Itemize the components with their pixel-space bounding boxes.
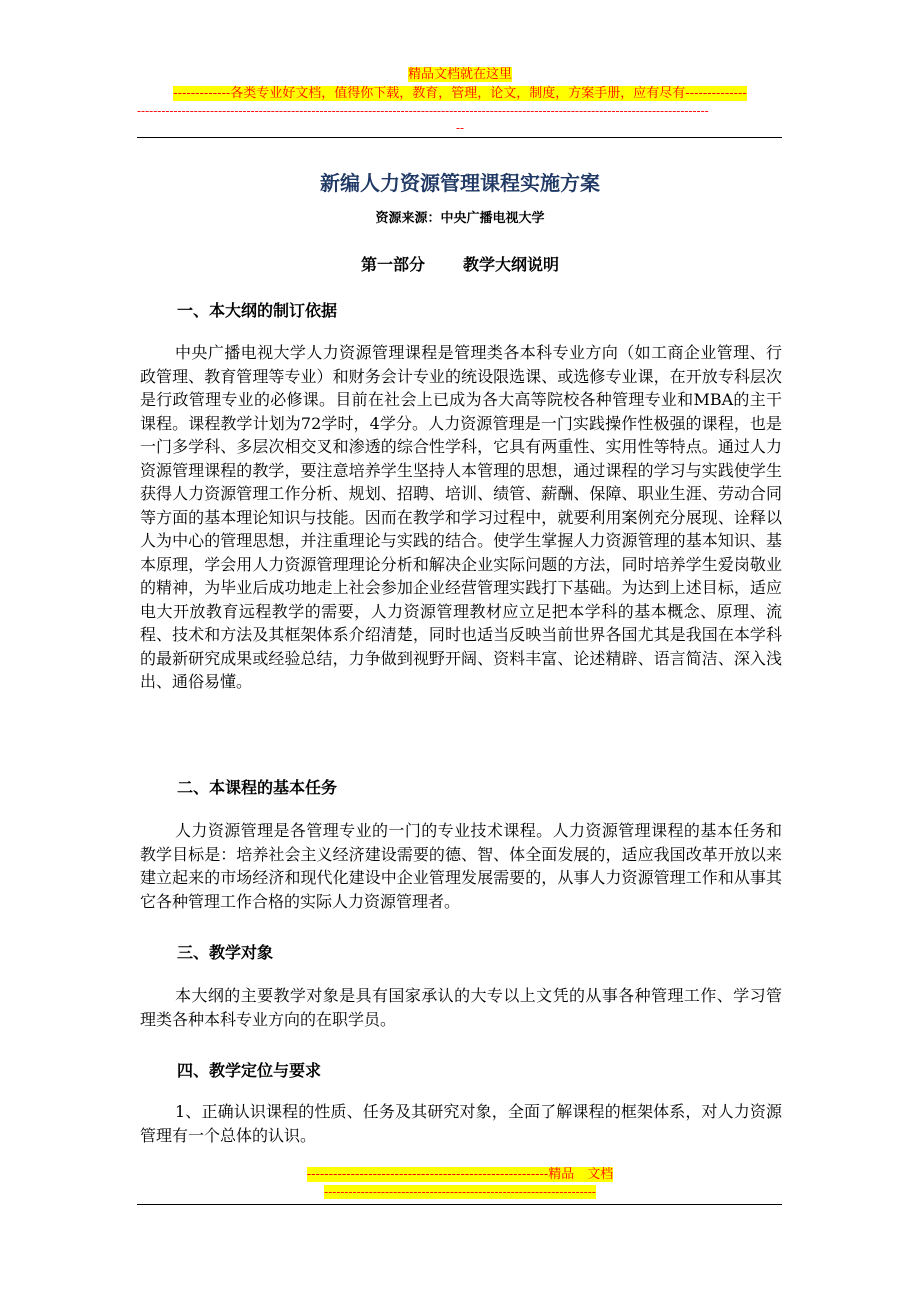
part-number: 第一部分 xyxy=(360,255,425,274)
header-banner-line1: 精品文档就在这里 xyxy=(407,67,512,82)
header-rule xyxy=(137,137,782,138)
document-title: 新编人力资源管理课程实施方案 xyxy=(320,171,600,195)
header-dash-line: --------------------------------------------------------------------------------------------------------------------------------------------- xyxy=(137,104,709,118)
section-heading-4: 四、教学定位与要求 xyxy=(177,1061,322,1080)
footer-rule xyxy=(137,1204,782,1205)
header-dash-line-tail: -- xyxy=(455,121,465,135)
section-heading-1: 一、本大纲的制订依据 xyxy=(177,301,338,320)
document-source: 资源来源：中央广播电视大学 xyxy=(375,211,545,226)
section-2-paragraph: 人力资源管理是各管理专业的一门的专业技术课程。人力资源管理课程的基本任务和教学目标是：培养社会主义经济建设需要的德、智、体全面发展的，适应我国改革开放以来建立起来的市场经济和现代化建设中企业管理发展需要的，从事人力资源管理工作和从事其它各种管理工作合格的实际人力资源管理者。 xyxy=(140,821,782,911)
section-1-paragraph: 中央广播电视大学人力资源管理课程是管理类各本科专业方向（如工商企业管理、行政管理、教育管理等专业）和财务会计专业的统设限选课、或选修专业课，在开放专科层次是行政管理专业的必修课。目前在社会上已成为各大高等院校各种管理专业和MBA的主干课程。课程教学计划为72学时，4学分。人力资源管理是一门实践操作性极强的课程，也是一门多学科、多层次相交叉和渗透的综合性学科，它具有两重性、实用性等特点。通过人力资源管理课程的教学，要注意培养学生坚持人本管理的思想，通过课程的学习与实践使学生获得人力资源管理工作分析、规划、招聘、培训、绩管、薪酬、保障、职业生涯、劳动合同等方面的基本理论知识与技能。因而在教学和学习过程中，就要利用案例充分展现、诠释以人为中心的管理思想，并注重理论与实践的结合。使学生掌握人力资源管理的基本知识、基本原理，学会用人力资源管理理论分析和解决企业实际问题的方法，同时培养学生爱岗敬业的精神，为毕业后成功地走上社会参加企业经营管理实践打下基础。为达到上述目标，适应电大开放教育远程教学的需要，人力资源管理教材应立足把本学科的基本概念、原理、流程、技术和方法及其框架体系介绍清楚，同时也适当反映当前世界各国尤其是我国在本学科的最新研究成果或经验总结，力争做到视野开阔、资料丰富、论述精辟、语言简洁、深入浅出、通俗易懂。 xyxy=(140,343,782,691)
footer-banner-line1: -------------------------------------------------------精品 文档 xyxy=(306,1167,614,1182)
section-3-paragraph: 本大纲的主要教学对象是具有国家承认的大专以上文凭的从事各种管理工作、学习管理类各种本科专业方向的在职学员。 xyxy=(140,986,782,1029)
header-banner-line2: -------------各类专业好文档，值得你下载，教育，管理，论文，制度，方案手册，应有尽有-------------- xyxy=(173,86,747,101)
section-heading-3: 三、教学对象 xyxy=(177,943,274,962)
footer-banner-line2: ------------------------------------------------------------------- xyxy=(324,1185,596,1199)
section-4-paragraph: 1、正确认识课程的性质、任务及其研究对象，全面了解课程的框架体系，对人力资源管理有一个总体的认识。 xyxy=(140,1102,782,1145)
section-heading-2: 二、本课程的基本任务 xyxy=(177,778,338,797)
part-heading xyxy=(0,252,920,275)
part-title: 教学大纲说明 xyxy=(463,255,560,274)
